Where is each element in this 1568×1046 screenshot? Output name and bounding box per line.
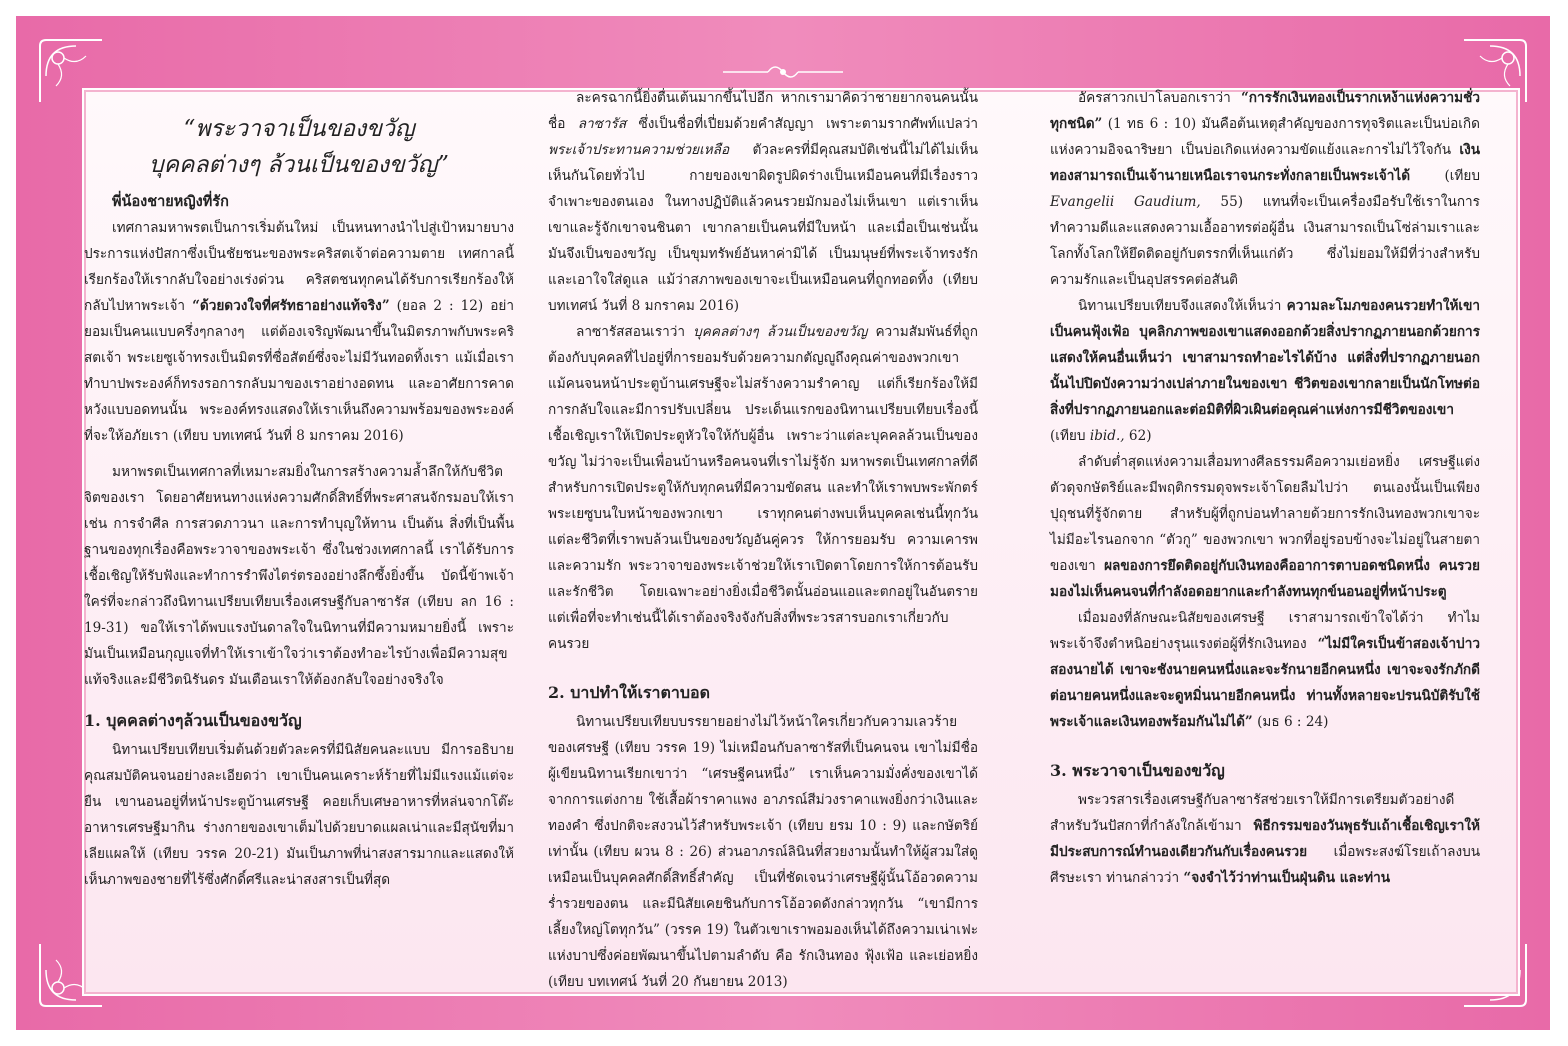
paragraph — [548, 319, 978, 657]
text: นิทานเปรียบเทียบจึงแสดงให้เห็นว่า — [1078, 298, 1282, 314]
text: พระวรสารเรื่องเศรษฐีกับลาซารัสช่วยเราให้มีการเตรียมตัวอย่างดีสำหรับวันปัสกาที่กำลังใกล้เข้ามา — [1050, 792, 1455, 834]
column-2 — [548, 85, 978, 990]
divider-flourish-icon — [723, 62, 843, 82]
text: ตัวละครที่มีคุณสมบัติเช่นนี้ไม่ได้ไม่เห็นเห็นกันโดยทั่วไป กายของเขาผิดรูปผิดร่างเป็นเหมือนคนที่มีเรื่องราวจำเพาะของตนเอง ในทางปฏิบัติแล้วคนรวยมักมองไม่เห็นเขา แต่เราเห็นเขาและรู้จักเขาจนชินตา เขากลายเป็นคนที่มีใบหน้า และเมื่อเป็นเช่นนั้นมันจึงเป็นของขวัญ เป็นขุมทรัพย์อันหาค่ามิได้ เป็นมนุษย์ที่พระเจ้าทรงรักและเอาใจใส่ดูแล แม้ว่าสภาพของเขาจะเป็นเหมือนคนที่ถูกทอดทิ้ง (เทียบ บทเทศน์ วันที่ 8 มกราคม 2016) — [548, 142, 978, 314]
paragraph — [548, 85, 978, 319]
quote-bold: “ไม่มีใครเป็นข้าสองเจ้าบ่าวสองนายได้ เขาจะชังนายคนหนึ่งและจะรักนายอีกคนหนึ่ง เขาจะจงรักภักดีต่อนายคนหนึ่งและจะดูหมิ่นนายอีกคนหนึ่ง ท่านทั้งหลายจะปรนนิบัติรับใช้พระเจ้าและเงินทองพร้อมกันไม่ได้” — [1050, 636, 1480, 730]
text: 62) — [1128, 428, 1152, 444]
text: ความสัมพันธ์ที่ถูกต้องกับบุคคลที่ไปอยู่ที่การยอมรับด้วยความกตัญญูถึงคุณค่าของพวกเขา แม้คนจนหน้าประตูบ้านเศรษฐีจะไม่สร้างความรำคาญ แต่ก็เรียกร้องให้มีการกลับใจและมีการปรับเปลี่ยน ประเด็นแรกของนิทานเปรียบเทียบเรื่องนี้เชื้อเชิญเราให้เปิดประตูหัวใจให้กับผู้อื่น เพราะว่าแต่ละบุคคลล้วนเป็นของขวัญ ไม่ว่าจะเป็นเพื่อนบ้านหรือคนจนที่เราไม่รู้จัก มหาพรตเป็นเทศกาลที่ดีสำหรับการเปิดประตูให้กับทุกคนที่มีความขัดสน และทำให้เราพบพระพักตร์พระเยซูบนใบหน้าของพวกเขา เราทุกคนต่างพบเห็นบุคคลเช่นนี้ทุกวัน แต่ละชีวิตที่เราพบล้วนเป็นของขวัญอันคู่ควร ให้การยอมรับ ความเคารพ และความรัก พระวาจาของพระเจ้าช่วยให้เราเปิดตาโดยการให้การต้อนรับและรักชีวิต โดยเฉพาะอย่างยิ่งเมื่อชีวิตนั้นอ่อนแอและตกอยู่ในอันตราย แต่เพื่อที่จะทำเช่นนี้ได้เราต้องจริงจังกับสิ่งที่พระวรสารบอกเราเกี่ยวกับคนรวย — [548, 324, 978, 652]
bold-text: พิธีกรรมของวันพุธรับเถ้าเชื้อเชิญเราให้มีประสบการณ์ทำนองเดียวกันกับเรื่องคนรวย — [1050, 818, 1480, 860]
text: (ยอล 2 : 12) อย่ายอมเป็นคนแบบครึ่งๆกลางๆ แต่ต้องเจริญพัฒนาขึ้นในมิตรภาพกับพระคริสตเจ้า พระเยซูเจ้าทรงเป็นมิตรที่ซื่อสัตย์ซึ่งจะไม่มีวันทอดทิ้งเรา แม้เมื่อเราทำบาปพระองค์ก็ทรงรอการกลับมาของเราอย่างอดทน และอาศัยการคาดหวังแบบอดทนนั้น พระองค์ทรงแสดงให้เราเห็นถึงความพร้อมของพระองค์ที่จะให้อภัยเรา (เทียบ บทเทศน์ วันที่ 8 มกราคม 2016) — [84, 298, 514, 444]
text: ลำดับต่ำสุดแห่งความเสื่อมทางศีลธรรมคือความเย่อหยิ่ง เศรษฐีแต่งตัวดุจกษัตริย์และมีพฤติกรรมดุจพระเจ้าโดยลืมไปว่า ตนเองนั้นเป็นเพียงปุถุชนที่รู้จักตาย สำหรับผู้ที่ถูกบ่อนทำลายด้วยการรักเงินทองพวกเขาจะไม่มีอะไรนอกจาก “ตัวกู” ของพวกเขา พวกที่อยู่รอบข้างจะไม่อยู่ในสายตาของเขา — [1050, 454, 1480, 574]
paragraph — [1050, 605, 1480, 735]
title-line-1: “พระวาจาเป็นของขวัญ — [183, 116, 415, 142]
bold-text: ความละโมภของคนรวยทำให้เขาเป็นคนฟุ้งเฟ้อ บุคลิกภาพของเขาแสดงออกด้วยสิ่งปรากฏภายนอกด้วยการแสดงให้คนอื่นเห็นว่า เขาสามารถทำอะไรได้บ้าง แต่สิ่งที่ปรากฏภายนอกนั้นไปปิดบังความว่างเปล่าภายในของเขา ชีวิตของเขากลายเป็นนักโทษต่อสิ่งที่ปรากฏภายนอกและต่อมิติที่ผิวเผินต่อคุณค่าแห่งการมีชีวิตของเขา — [1050, 298, 1480, 418]
title-line-2: บุคคลต่างๆ ล้วนเป็นของขวัญ” — [149, 152, 449, 178]
section-heading-3: 3. พระวาจาเป็นของขวัญ — [1050, 761, 1225, 780]
column-1 — [84, 85, 514, 965]
paragraph: นิทานเปรียบเทียบบรรยายอย่างไม่ไว้หน้าใครเกี่ยวกับความเลวร้ายของเศรษฐี (เทียบ วรรค 19) ไม่เหมือนกับลาซารัสที่เป็นคนจน เขาไม่มีชื่อ ผู้เขียนนิทานเรียกเขาว่า “เศรษฐีคนหนึ่ง” เราเห็นความมั่งคั่งของเขาได้จากการแต่งกาย ใช้เสื้อผ้าราคาแพง อาภรณ์สีม่วงราคาแพงยิ่งกว่าเงินและทองคำ ซึ่งปกติจะสงวนไว้สำหรับพระเจ้า (เทียบ ยรม 10 : 9) และกษัตริย์เท่านั้น (เทียบ ผวน 8 : 26) ส่วนอาภรณ์ลินินที่สวยงามนั้นทำให้ผู้สวมใส่ดูเหมือนเป็นบุคคลศักดิ์สิทธิ์สำคัญ เป็นที่ชัดเจนว่าเศรษฐีผู้นั้นโอ้อวดความร่ำรวยของตน และมีนิสัยเคยชินกับการโอ้อวดดังกล่าวทุกวัน “เขามีการเลี้ยงใหญ่โตทุกวัน” (วรรค 19) ในตัวเขาเราพอมองเห็นได้ถึงความเน่าเฟะแห่งบาปซึ่งค่อยพัฒนาขึ้นไปตามลำดับ คือ รักเงินทอง ฟุ้งเฟ้อ และเย่อหยิ่ง (เทียบ บทเทศน์ วันที่ 20 กันยายน 2013) — [548, 714, 978, 990]
citation-italic: Evangelii Gaudium, — [1050, 194, 1201, 210]
paragraph — [1050, 293, 1480, 449]
page-title — [84, 111, 514, 183]
salutation: พี่น้องชายหญิงที่รัก — [112, 193, 229, 210]
text: (เทียบ — [1050, 428, 1086, 444]
text: ลาซารัสสอนเราว่า — [576, 324, 686, 340]
paragraph — [1050, 85, 1480, 293]
section-heading-1: 1. บุคคลต่างๆล้วนเป็นของขวัญ — [84, 711, 302, 730]
paragraph — [84, 215, 514, 449]
theme-italic: บุคคลต่างๆ ล้วนเป็นของขวัญ — [693, 324, 868, 340]
column-3 — [1050, 85, 1480, 965]
paragraph — [1050, 787, 1480, 891]
text: (มธ 6 : 24) — [1257, 714, 1329, 730]
paragraph: มหาพรตเป็นเทศกาลที่เหมาะสมยิ่งในการสร้างความล้ำลึกให้กับชีวิตจิตของเรา โดยอาศัยหนทางแห่งความศักดิ์สิทธิ์ที่พระศาสนจักรมอบให้เรา เช่น การจำศีล การสวดภาวนา และการทำบุญให้ทาน เป็นต้น สิ่งที่เป็นพื้นฐานของทุกเรื่องคือพระวาจาของพระเจ้า ซึ่งในช่วงเทศกาลนี้ เราได้รับการเชื้อเชิญให้รับฟังและทำการรำพึงไตร่ตรองอย่างลึกซึ้งยิ่งขึ้น บัดนี้ข้าพเจ้าใคร่ที่จะกล่าวถึงนิทานเปรียบเทียบเรื่องเศรษฐีกับลาซารัส (เทียบ ลก 16 : 19-31) ขอให้เราได้พบแรงบันดาลใจในนิทานที่มีความหมายยิ่งนี้ เพราะมันเป็นเหมือนกุญแจที่ทำให้เราเข้าใจว่าเราต้องทำอะไรบ้างเพื่อมีความสุขแท้จริงและมีชีวิตนิรันดร มันเตือนเราให้ต้องกลับใจอย่างจริงใจ — [84, 464, 514, 688]
text: อัครสาวกเปาโลบอกเราว่า — [1078, 90, 1231, 106]
text: 55) แทนที่จะเป็นเครื่องมือรับใช้เราในการทำความดีและแสดงความเอื้ออาทรต่อผู้อื่น เงินสามารถเป็นโซ่ล่ามเราและโลกทั้งโลกให้ยึดติดอยู่กับตรรกที่เห็นแก่ตัว ซึ่งไม่ยอมให้มีที่ว่างสำหรับความรักและเป็นอุปสรรคต่อสันติ — [1050, 194, 1480, 288]
bold-text: ผลของการยึดติดอยู่กับเงินทองคืออาการตาบอดชนิดหนึ่ง คนรวยมองไม่เห็นคนจนที่กำลังอดอยากและกำลังทนทุกข์นอนอยู่ที่หน้าประตู — [1050, 558, 1481, 600]
text: (1 ทธ 6 : 10) มันคือต้นเหตุสำคัญของการทุจริตและเป็นบ่อเกิดแห่งความอิจฉาริษยา เป็นบ่อเกิดแห่งความขัดแย้งและการไม่ไว้ใจกัน — [1050, 116, 1480, 158]
bold-text: เงินทองสามารถเป็นเจ้านายเหนือเราจนกระทั่งกลายเป็นพระเจ้าได้ — [1050, 142, 1480, 184]
paragraph: นิทานเปรียบเทียบเริ่มต้นด้วยตัวละครที่มีนิสัยคนละแบบ มีการอธิบายคุณสมบัติคนจนอย่างละเอียดว่า เขาเป็นคนเคราะห์ร้ายที่ไม่มีแรงแม้แต่จะยืน เขานอนอยู่ที่หน้าประตูบ้านเศรษฐี คอยเก็บเศษอาหารที่หล่นจากโต๊ะอาหารเศรษฐีมากิน ร่างกายของเขาเต็มไปด้วยบาดแผลเน่าและมีสุนัขที่มาเลียแผลให้ (เทียบ วรรค 20-21) มันเป็นภาพที่น่าสงสารมากและแสดงให้เห็นภาพของชายที่ไร้ซึ่งศักดิ์ศรีและน่าสงสารเป็นที่สุด — [84, 742, 514, 888]
text: ซึ่งเป็นชื่อที่เปี่ยมด้วยคำสัญญา เพราะตามรากศัพท์แปลว่า — [638, 116, 978, 132]
text: เมื่อพระสงฆ์โรยเถ้าลงบนศีรษะเรา ท่านกล่าวว่า — [1050, 844, 1480, 886]
section-heading-2: 2. บาปทำให้เราตาบอด — [548, 683, 711, 702]
paragraph — [1050, 449, 1480, 605]
name-italic: ลาซารัส — [577, 116, 627, 132]
quote-bold: “ด้วยดวงใจที่ศรัทธาอย่างแท้จริง” — [192, 298, 390, 314]
text: (เทียบ — [1444, 168, 1480, 184]
quote-bold: “การรักเงินทองเป็นรากเหง้าแห่งความชั่วทุกชนิด” — [1050, 90, 1480, 132]
text: เมื่อมองที่ลักษณะนิสัยของเศรษฐี เราสามารถเข้าใจได้ว่า ทำไมพระเจ้าจึงตำหนิอย่างรุนแรงต่อผู้ที่รักเงินทอง — [1050, 610, 1480, 652]
text: เทศกาลมหาพรตเป็นการเริ่มต้นใหม่ เป็นหนทางนำไปสู่เป้าหมายบางประการแห่งปัสกาซึ่งเป็นชัยชนะของพระคริสตเจ้าต่อความตาย เทศกาลนี้เรียกร้องให้เรากลับใจอย่างเร่งด่วน คริสตชนทุกคนได้รับการเรียกร้องให้กลับไปหาพระเจ้า — [84, 220, 514, 314]
citation-italic: ibid., — [1089, 428, 1125, 444]
text: ละครฉากนี้ยิ่งตื่นเต้นมากขึ้นไปอีก หากเรามาคิดว่าชายยากจนคนนั้นชื่อ — [548, 90, 978, 132]
meaning-italic: พระเจ้าประทานความช่วยเหลือ — [548, 142, 730, 158]
quote-bold: “จงจำไว้ว่าท่านเป็นฝุ่นดิน และท่าน — [1183, 870, 1391, 886]
